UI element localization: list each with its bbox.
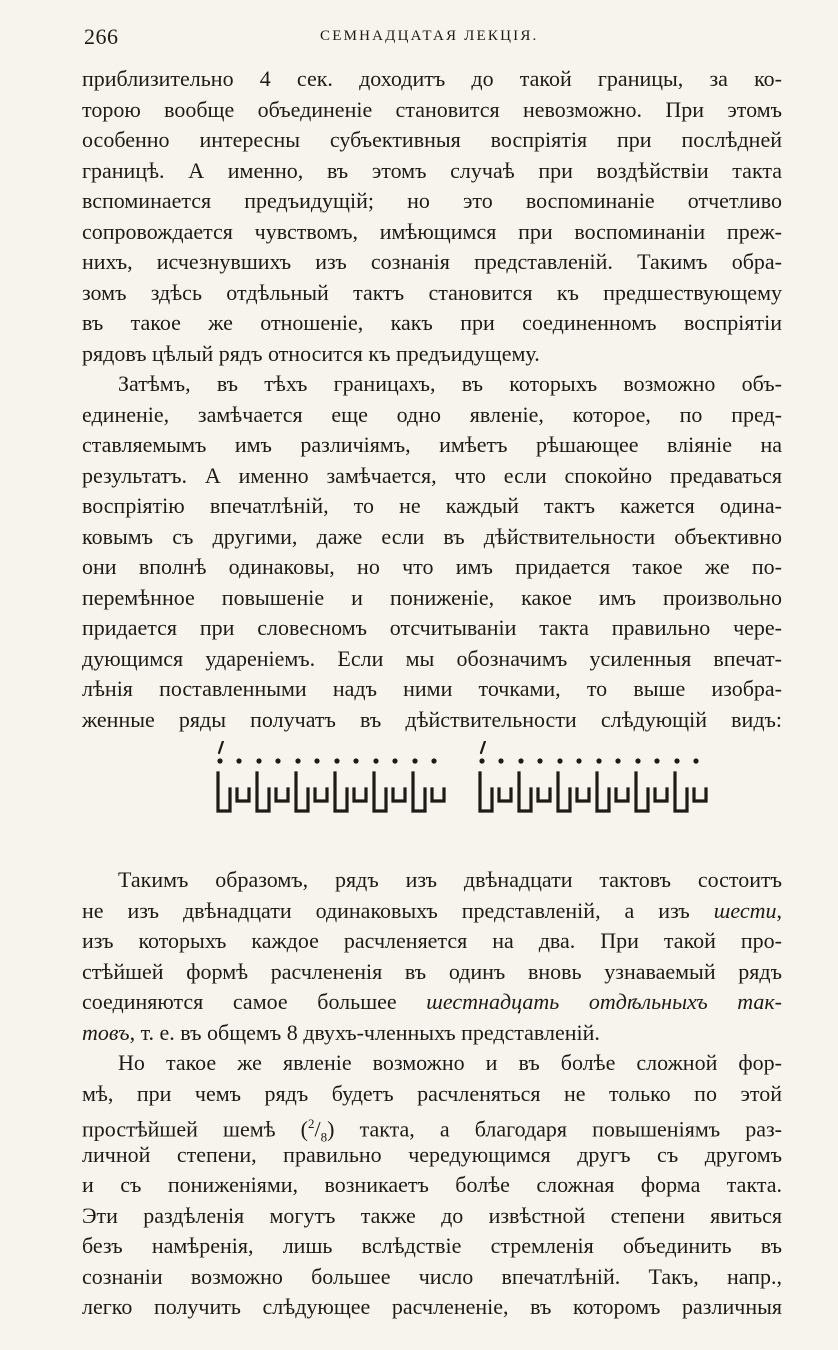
accent-dot — [674, 758, 679, 763]
accent-dot — [596, 758, 601, 763]
accent-dot — [334, 758, 339, 763]
paragraph-1 — [82, 64, 782, 369]
text-line — [82, 896, 782, 927]
paragraph-3 — [82, 865, 782, 1048]
page-number: 266 — [84, 24, 119, 49]
text-line: стѣйшей формѣ расчлененiя въ одинъ вновь узнаваемый рядъ — [82, 958, 782, 984]
beat-mark — [675, 773, 687, 811]
accent-dot — [537, 758, 542, 763]
text-line — [82, 1018, 782, 1049]
text-line: границѣ. А именно, въ этомъ случаѣ при воздѣйствiи такта — [82, 157, 782, 183]
text-line: личной степени, правильно чередующимся другъ съ другомъ — [82, 1141, 782, 1167]
paragraph-4 — [82, 1048, 782, 1323]
text-line: особенно интересны субъективныя воспрiятiя при послѣдней — [82, 127, 782, 152]
accent-dot — [217, 758, 222, 763]
accent-dot — [498, 758, 503, 763]
text-fragment: не изъ двѣнадцати одинаковыхъ представленiй, а изъ — [82, 897, 714, 923]
text-fragment: ) такта, а благодаря повышенiямъ раз- — [327, 1116, 782, 1142]
text-line: и съ пониженiями, возникаетъ болѣе сложная форма такта. — [82, 1172, 782, 1197]
text-line: нихъ, исчезнувшихъ изъ сознанiя представленiй. Такимъ обра- — [82, 249, 782, 274]
beat-mark — [257, 773, 269, 811]
text-fragment: , т. е. въ общемъ 8 двухъ-членныхъ представленiй. — [129, 1019, 600, 1045]
text-line: безъ намѣренiя, лишь вслѣдствiе стремленiя объединить въ — [82, 1233, 782, 1258]
beat-mark — [218, 773, 230, 811]
text-line: перемѣнное повышенiе и пониженiе, какое имъ произвольно — [82, 584, 782, 610]
text-line: Эти раздѣленiя могутъ также до извѣстной степени явиться — [82, 1202, 782, 1228]
text-line: въ такое же отношенiе, какъ при соединенномъ воспрiятiи — [82, 310, 782, 335]
stress-accent-mark — [481, 741, 485, 753]
text-line: торою вообще объединенiе становится невозможно. При этомъ — [82, 96, 782, 122]
accent-dot — [654, 758, 659, 763]
text-line: результатъ. А именно замѣчается, что если спокойно предаваться — [82, 462, 782, 488]
text-line: зомъ здѣсь отдѣльный тактъ становится къ предшествующему — [82, 279, 782, 305]
text-line: ковымъ съ другими, даже если въ дѣйствительности объективно — [82, 523, 782, 549]
beat-mark — [616, 789, 628, 801]
accent-dot — [576, 758, 581, 763]
fraction-numerator: 2 — [308, 1116, 315, 1131]
text-line — [82, 1109, 782, 1145]
text-line: единенiе, замѣчается еще одно явленiе, которое, по пред- — [82, 401, 782, 427]
accent-dot — [353, 758, 358, 763]
accent-dot — [615, 758, 620, 763]
text-line: Такимъ образомъ, рядъ изъ двѣнадцати тактовъ состоитъ — [118, 867, 782, 892]
text-line: ставляемымъ имъ различiямъ, имѣетъ рѣшающее влiянiе на — [82, 432, 782, 457]
rhythm-notation-graphic — [82, 741, 782, 861]
running-title: СЕМНАДЦАТАЯ ЛЕКЦIЯ. — [320, 28, 539, 44]
text-line: лѣнiя поставленными надъ ними точками, то выше изобра- — [82, 676, 782, 701]
beat-mark — [237, 789, 249, 801]
beat-mark — [499, 789, 511, 801]
accent-dot — [557, 758, 562, 763]
beat-mark — [597, 773, 609, 811]
rhythm-notation-figure — [82, 741, 782, 861]
beat-mark — [432, 789, 444, 801]
text-line: они вполнѣ одинаковы, но что имъ придается такое же по- — [82, 554, 782, 579]
beat-mark — [393, 789, 405, 801]
page-header — [82, 24, 782, 64]
text-line: Затѣмъ, въ тѣхъ границахъ, въ которыхъ возможно объ- — [118, 371, 782, 396]
accent-dot — [431, 758, 436, 763]
accent-dot — [314, 758, 319, 763]
beat-mark — [296, 773, 308, 811]
beat-mark — [413, 773, 425, 811]
text-fragment: соединяются самое большее — [82, 989, 427, 1014]
beat-mark — [519, 773, 531, 811]
text-line: рядовъ цѣлый рядъ относится къ предъидущему. — [82, 340, 540, 366]
fraction-denominator: 8 — [320, 1129, 328, 1145]
text-line: дующимся ударенiемъ. Если мы обозначимъ усиленныя впечат- — [82, 645, 782, 671]
accent-dot — [412, 758, 417, 763]
text-line: Но такое же явленiе возможно и въ болѣе сложной фор- — [118, 1050, 782, 1075]
paragraph-2 — [82, 369, 782, 735]
beat-mark — [276, 789, 288, 801]
beat-mark — [335, 773, 347, 811]
text-line: вспоминается предъидущiй; но это воспоминанiе отчетливо — [82, 188, 782, 213]
italic-text: шестнадцать отдѣльныхъ так- — [426, 989, 783, 1014]
accent-dot — [373, 758, 378, 763]
text-line: мѣ, при чемъ рядъ будетъ расчленяться не только по этой — [82, 1080, 782, 1106]
beat-mark — [354, 789, 366, 801]
italic-text: шести — [713, 897, 777, 923]
beat-mark — [655, 789, 667, 801]
beat-mark — [558, 773, 570, 811]
text-fragment: простѣйшей шемѣ ( — [82, 1116, 309, 1142]
beat-mark — [636, 773, 648, 811]
beat-mark — [374, 773, 386, 811]
beat-mark — [538, 789, 550, 801]
italic-text: товъ — [82, 1019, 130, 1045]
accent-dot — [518, 758, 523, 763]
accent-dot — [479, 758, 484, 763]
beat-mark — [694, 789, 706, 801]
text-line: сопровождается чувствомъ, имѣющимся при воспоминанiи преж- — [82, 218, 782, 244]
accent-dot — [392, 758, 397, 763]
stress-accent-mark — [219, 741, 223, 753]
text-line: приблизительно 4 сек. доходитъ до такой границы, за ко- — [82, 66, 782, 91]
fraction-slash: / — [314, 1116, 321, 1142]
text-line — [82, 987, 782, 1018]
text-line: изъ которыхъ каждое расчленяется на два. При такой про- — [82, 928, 782, 953]
text-line: придается при словесномъ отсчитыванiи такта правильно чере- — [82, 615, 782, 640]
beat-mark — [315, 789, 327, 801]
text-line: легко получить слѣдующее расчлененiе, въ которомъ различныя — [82, 1294, 782, 1319]
accent-dot — [693, 758, 698, 763]
accent-dot — [256, 758, 261, 763]
accent-dot — [295, 758, 300, 763]
accent-dot — [275, 758, 280, 763]
text-line: сознанiи возможно большее число впечатлѣнiй. Такъ, напр., — [82, 1263, 782, 1289]
text-line: воспрiятiю впечатлѣнiй, то не каждый тактъ кажется одина- — [82, 493, 782, 518]
accent-dot — [236, 758, 241, 763]
accent-dot — [635, 758, 640, 763]
beat-mark — [480, 773, 492, 811]
text-fragment: , — [776, 897, 782, 923]
text-line: женные ряды получатъ въ дѣйствительности слѣдующiй видъ: — [82, 706, 782, 732]
beat-mark — [577, 789, 589, 801]
